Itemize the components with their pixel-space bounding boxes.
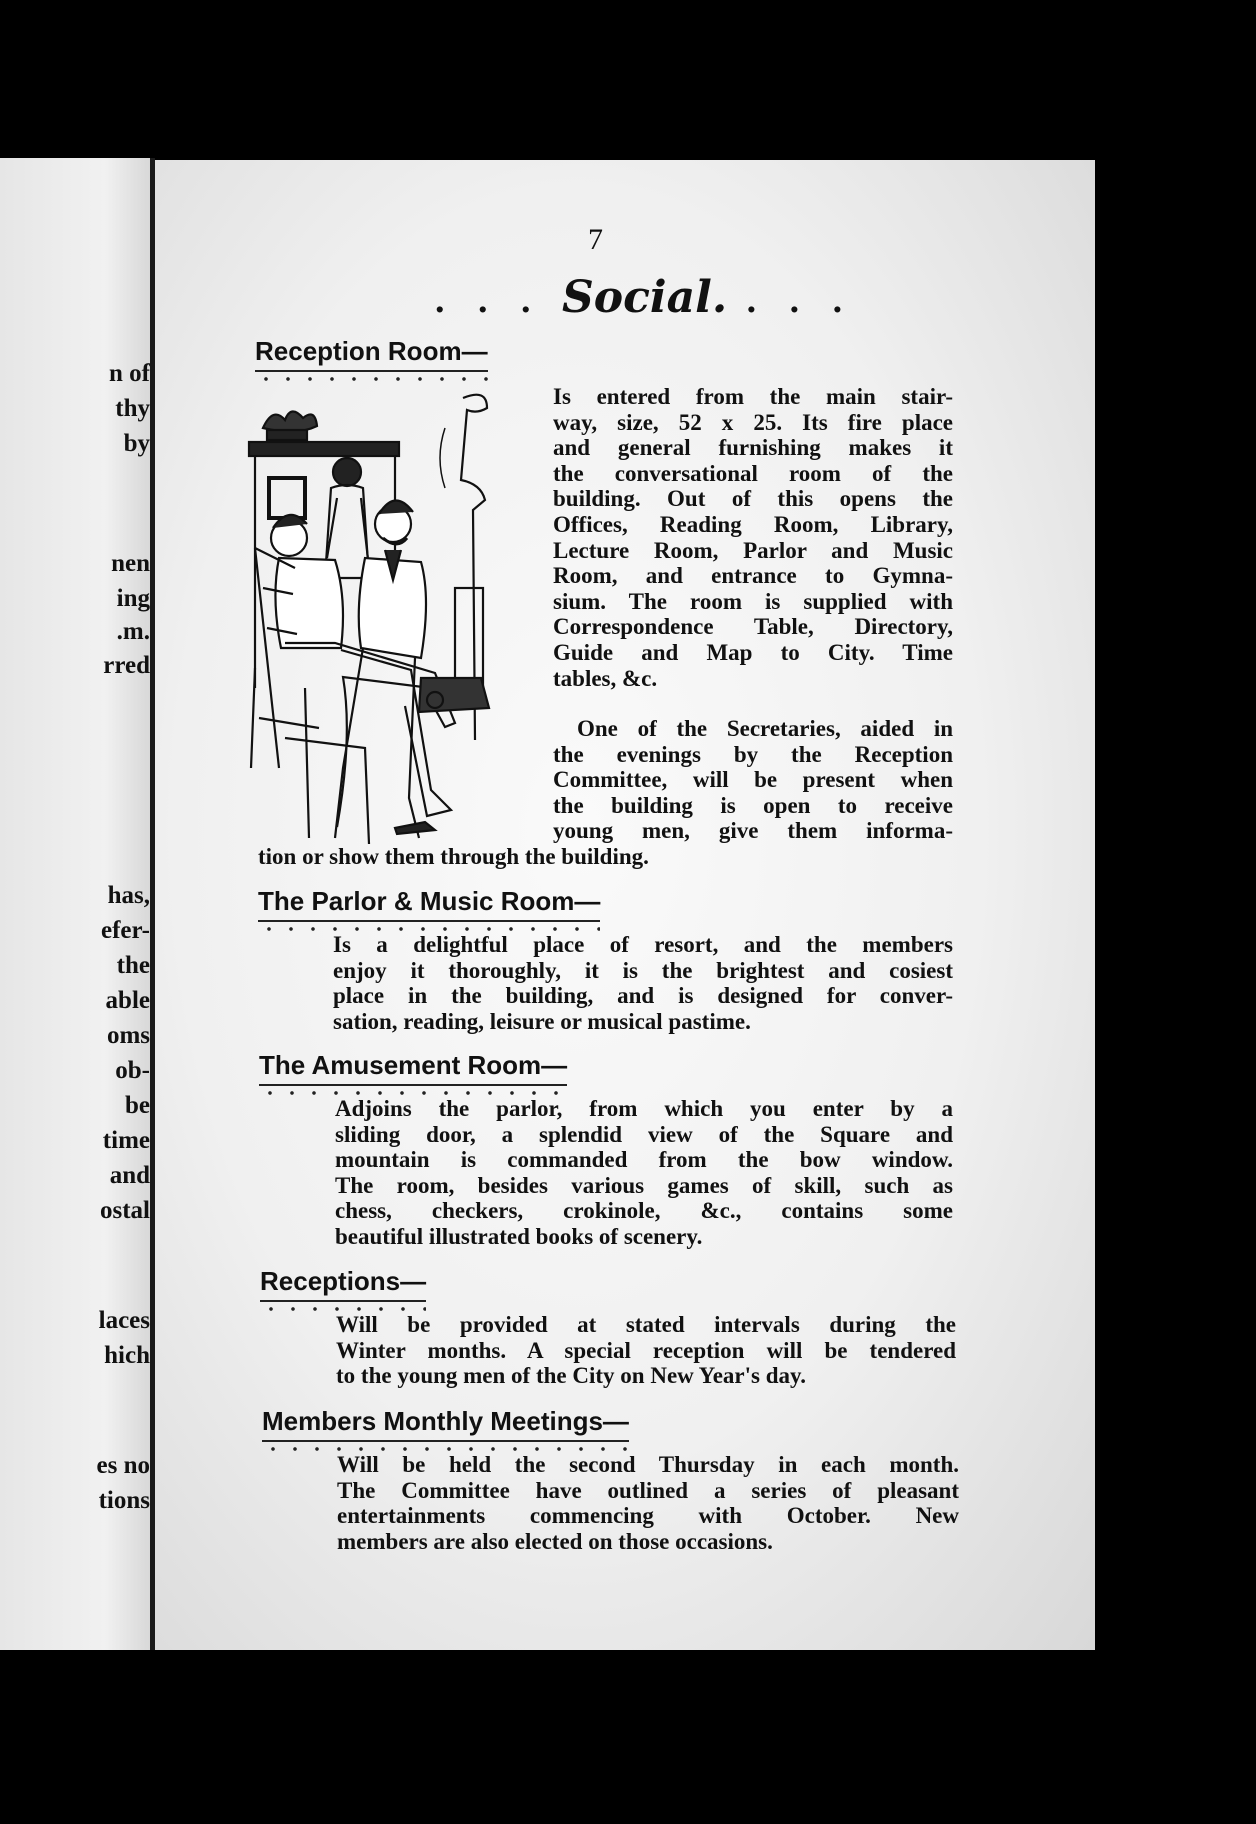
meetings-paragraph [337,1452,959,1554]
left-page-text-fragment: thy [115,395,150,422]
text-line: young men, give them informa- [553,818,953,844]
heading-receptions: Receptions— [260,1266,426,1302]
text-line: The room, besides various games of skill, such as [335,1172,953,1198]
left-page-text-fragment: ostal [100,1197,150,1224]
title-text: Social. [562,272,728,323]
heading-members-monthly-meetings: Members Monthly Meetings— [262,1406,629,1442]
left-page-fragment [0,158,150,1650]
left-page-text-fragment: has, [107,882,150,909]
text-line: entertainments commencing with October. New [337,1503,959,1529]
text-line: Offices, Reading Room, Library, [553,511,953,537]
title-dots-right: . . . [746,279,855,321]
left-page-text-fragment: hich [104,1342,150,1369]
text-line: tables, &c. [553,665,658,691]
left-page-text-fragment: oms [106,1022,150,1049]
text-line: Committee, will be present when [553,767,953,793]
reception-room-illustration [245,388,493,844]
text-line: sation, reading, leisure or musical pastime. [333,1008,751,1034]
reception-para-2-tail: tion or show them through the building. [258,844,649,869]
left-page-text-fragment: the [116,952,150,979]
text-line: the evenings by the Reception [553,741,953,767]
text-line: and general furnishing makes it [553,435,953,461]
text-line: One of the Secretaries, aided in [577,716,953,741]
parlor-paragraph [333,932,953,1034]
text-line: Is entered from the main stair- [553,384,953,409]
text-line: sium. The room is supplied with [553,588,953,614]
text-line: the conversational room of the [553,460,953,486]
left-page-text-fragment: n of [109,360,150,387]
text-line: Will be held the second Thursday in each month. [337,1452,959,1477]
left-page-text-fragment: efer- [100,917,150,944]
text-line: Winter months. A special reception will be tendered [336,1337,956,1363]
text-line: chess, checkers, crokinole, &c., contains some [335,1198,953,1224]
text-line: Guide and Map to City. Time [553,639,953,665]
page-title [435,272,854,323]
left-page-text-fragment: tions [98,1487,150,1514]
text-line: Adjoins the parlor, from which you enter by a [335,1096,953,1121]
text-line: Is a delightful place of resort, and the members [333,932,953,957]
reception-para-2 [553,716,953,844]
text-line: The Committee have outlined a series of pleasant [337,1477,959,1503]
left-page-text-fragment: laces [98,1307,150,1334]
page-number: 7 [588,223,603,256]
text-line: Lecture Room, Parlor and Music [553,537,953,563]
left-page-text-fragment: be [125,1092,150,1119]
text-line: the building is open to receive [553,792,953,818]
receptions-paragraph [336,1312,956,1389]
reception-para-1 [553,384,953,691]
text-line: members are also elected on those occasions. [337,1528,773,1554]
text-line: building. Out of this opens the [553,486,953,512]
text-line: Will be provided at stated intervals during the [336,1312,956,1337]
main-page [155,160,1095,1650]
left-page-text-fragment: able [105,987,150,1014]
left-page-text-fragment: time [102,1127,150,1154]
left-page-text-fragment: rred [103,652,150,679]
left-page-text-fragment: and [109,1162,150,1189]
amusement-paragraph [335,1096,953,1250]
text-line: to the young men of the City on New Year's day. [336,1363,806,1389]
text-line: enjoy it thoroughly, it is the brightest and cosiest [333,957,953,983]
left-page-text-fragment: .m. [116,618,150,645]
heading-amusement-room: The Amusement Room— [259,1050,567,1086]
left-page-text-fragment: nen [111,550,150,577]
text-line: way, size, 52 x 25. Its fire place [553,409,953,435]
heading-reception-room: Reception Room— [255,336,488,372]
left-page-text-fragment: es no [96,1452,150,1479]
heading-parlor-music-room: The Parlor & Music Room— [258,886,600,922]
text-line: place in the building, and is designed for conver- [333,983,953,1009]
text-line: Correspondence Table, Directory, [553,614,953,640]
left-page-text-fragment: ob- [115,1057,150,1084]
left-page-text-fragment: ing [116,585,150,612]
text-line: sliding door, a splendid view of the Square and [335,1121,953,1147]
left-page-text-fragment: by [123,430,150,457]
text-line: mountain is commanded from the bow window. [335,1147,953,1173]
text-line: Room, and entrance to Gymna- [553,563,953,589]
text-line: beautiful illustrated books of scenery. [335,1223,703,1249]
title-dots-left: . . . [435,279,543,321]
